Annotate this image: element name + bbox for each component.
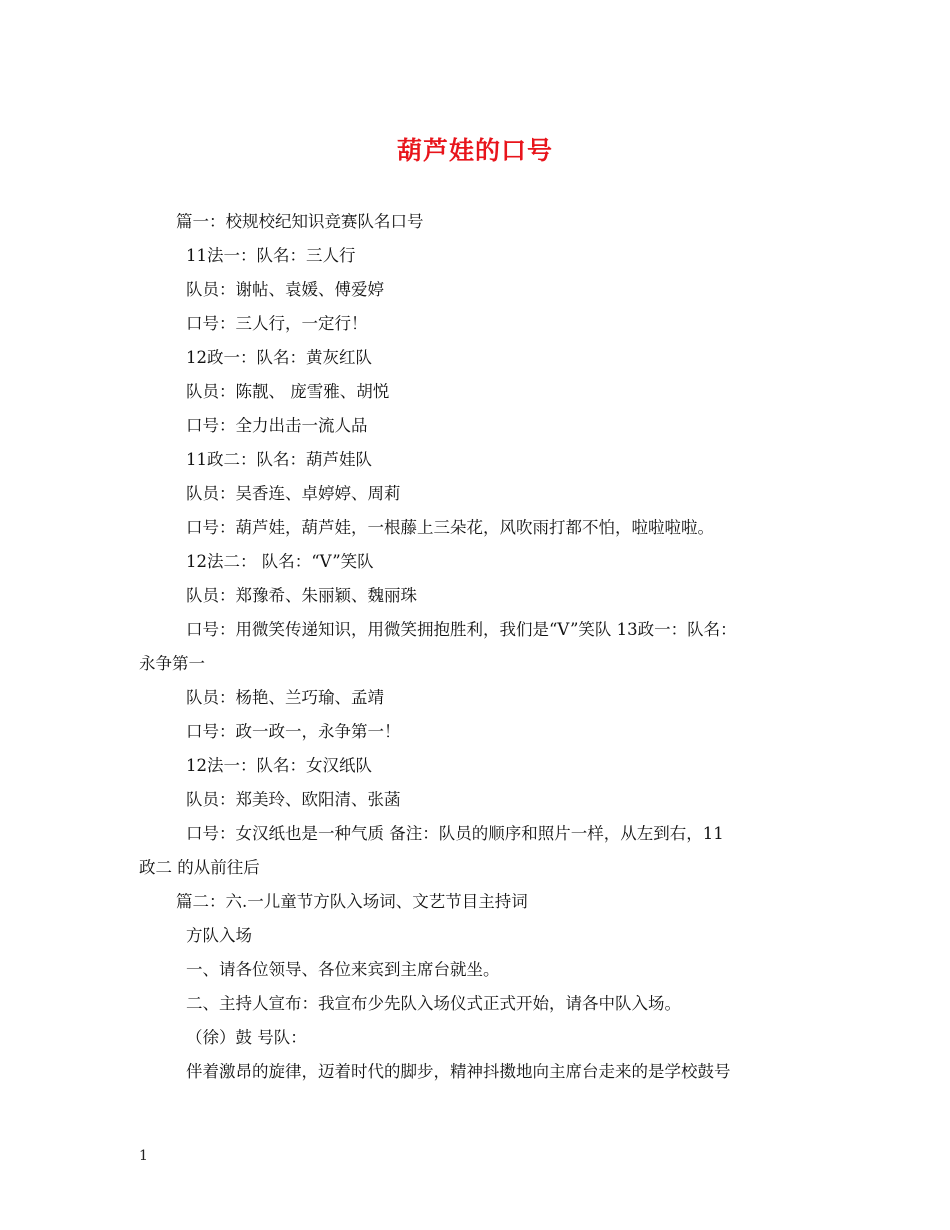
team-entry: 12法一：队名：女汉纸队 [186, 756, 372, 775]
team-slogan: 口号：用微笑传递知识，用微笑拥抱胜利，我们是“V”笑队 13政一：队名： [186, 620, 737, 639]
subsection-heading: 方队入场 [186, 926, 252, 945]
paragraph: （徐）鼓 号队： [186, 1028, 307, 1047]
paragraph: 一、请各位领导、各位来宾到主席台就坐。 [186, 960, 500, 979]
team-members: 队员：杨艳、兰巧瑜、孟靖 [186, 688, 384, 707]
paragraph: 二、主持人宣布：我宣布少先队入场仪式正式开始，请各中队入场。 [186, 994, 681, 1013]
team-entry: 12政一：队名：黄灰红队 [186, 348, 372, 367]
team-members: 队员：郑美玲、欧阳清、张菡 [186, 790, 401, 809]
team-members: 队员：郑豫希、朱丽颖、魏丽珠 [186, 586, 417, 605]
document-title: 葫芦娃的口号 [396, 136, 553, 165]
team-slogan-continued: 永争第一 [139, 654, 205, 673]
section-heading: 篇二：六.一儿童节方队入场词、文艺节目主持词 [176, 892, 528, 911]
page-number: 1 [139, 1148, 148, 1164]
team-entry: 12法二： 队名：“V”笑队 [186, 552, 374, 571]
team-entry: 11法一：队名：三人行 [186, 246, 356, 265]
team-slogan: 口号：葫芦娃，葫芦娃，一根藤上三朵花，风吹雨打都不怕，啦啦啦啦。 [186, 518, 714, 537]
paragraph: 伴着激昂的旋律，迈着时代的脚步，精神抖擞地向主席台走来的是学校鼓号 [186, 1062, 731, 1081]
team-members: 队员：吴香连、卓婷婷、周莉 [186, 484, 401, 503]
document-body [139, 205, 829, 1089]
team-slogan: 口号：三人行，一定行！ [186, 314, 368, 333]
team-slogan: 口号：政一政一，永争第一！ [186, 722, 401, 741]
team-slogan: 口号：女汉纸也是一种气质 备注：队员的顺序和照片一样，从左到右，11 [186, 824, 724, 843]
team-members: 队员：谢帖、袁媛、傅爱婷 [186, 280, 384, 299]
team-slogan: 口号：全力出击一流人品 [186, 416, 368, 435]
note-continued: 政二 的从前往后 [139, 858, 260, 877]
section-heading: 篇一：校规校纪知识竞赛队名口号 [176, 212, 424, 231]
team-members: 队员：陈靓、 庞雪雅、胡悦 [186, 382, 390, 401]
team-entry: 11政二：队名：葫芦娃队 [186, 450, 372, 469]
